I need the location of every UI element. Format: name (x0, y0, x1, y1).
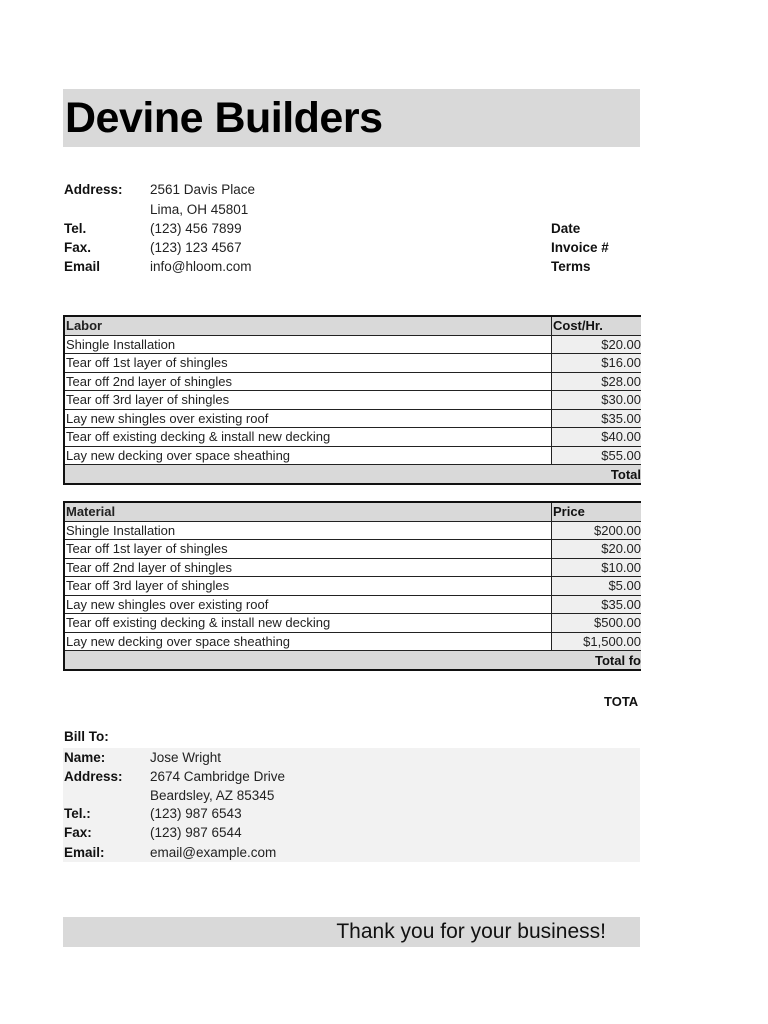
labor-cost: $28.00 (552, 372, 642, 391)
material-price: $10.00 (552, 558, 642, 577)
labor-header-row (64, 316, 641, 335)
bill-to-address-row (63, 767, 640, 786)
material-total-label: Total fo (64, 651, 641, 671)
material-price: $5.00 (552, 577, 642, 596)
bill-address-label: Address: (64, 769, 123, 784)
bill-email-label: Email: (64, 845, 105, 860)
address-label: Address: (64, 182, 123, 197)
bill-to-name-row (63, 748, 640, 767)
address-line1: 2561 Davis Place (150, 182, 256, 197)
table-row (64, 614, 641, 633)
thank-you-bar (63, 917, 640, 947)
table-row (64, 391, 641, 410)
labor-desc: Shingle Installation (64, 335, 552, 354)
labor-cost: $35.00 (552, 409, 642, 428)
labor-table (63, 315, 641, 485)
labor-header-amt: Cost/Hr. (552, 316, 642, 335)
table-row (64, 540, 641, 559)
bill-to-address-row-2 (63, 786, 640, 805)
material-header-desc: Material (64, 502, 552, 521)
table-row (64, 335, 641, 354)
material-price: $200.00 (552, 521, 642, 540)
material-desc: Tear off 1st layer of shingles (64, 540, 552, 559)
thank-you-message: Thank you for your business! (336, 920, 606, 943)
bill-fax-label: Fax: (64, 825, 92, 840)
material-desc: Tear off existing decking & install new decking (64, 614, 552, 633)
labor-desc: Tear off 3rd layer of shingles (64, 391, 552, 410)
labor-cost: $16.00 (552, 354, 642, 373)
material-total-row (64, 651, 641, 671)
material-desc: Lay new decking over space sheathing (64, 632, 552, 651)
company-tel-row (63, 219, 640, 238)
company-fax-row (63, 238, 640, 257)
material-table (63, 501, 641, 671)
table-row (64, 577, 641, 596)
table-row (64, 354, 641, 373)
email-value: info@hloom.com (150, 259, 252, 274)
bill-fax-value: (123) 987 6544 (150, 825, 242, 840)
labor-header-desc: Labor (64, 316, 552, 335)
company-address-row-2 (63, 200, 640, 219)
table-row (64, 409, 641, 428)
invoice-number-label: Invoice # (551, 240, 609, 255)
company-email-row (63, 257, 640, 276)
title-bar (63, 89, 640, 147)
labor-desc: Tear off existing decking & install new decking (64, 428, 552, 447)
address-line2: Lima, OH 45801 (150, 202, 249, 217)
bill-to-fax-row (63, 823, 640, 842)
bill-to-tel-row (63, 804, 640, 823)
table-row (64, 595, 641, 614)
company-name: Devine Builders (65, 94, 383, 142)
tel-value: (123) 456 7899 (150, 221, 242, 236)
bill-tel-label: Tel.: (64, 806, 91, 821)
material-price: $1,500.00 (552, 632, 642, 651)
material-price: $500.00 (552, 614, 642, 633)
fax-label: Fax. (64, 240, 92, 255)
table-row (64, 428, 641, 447)
material-desc: Lay new shingles over existing roof (64, 595, 552, 614)
labor-desc: Lay new shingles over existing roof (64, 409, 552, 428)
bill-tel-value: (123) 987 6543 (150, 806, 242, 821)
material-desc: Tear off 2nd layer of shingles (64, 558, 552, 577)
labor-desc: Tear off 2nd layer of shingles (64, 372, 552, 391)
tel-label: Tel. (64, 221, 87, 236)
fax-value: (123) 123 4567 (150, 240, 242, 255)
table-row (64, 632, 641, 651)
material-desc: Shingle Installation (64, 521, 552, 540)
bill-to-heading: Bill To: (64, 729, 109, 744)
material-header-amt: Price (552, 502, 642, 521)
date-label: Date (551, 221, 581, 236)
bill-name-value: Jose Wright (150, 750, 222, 765)
material-header-row (64, 502, 641, 521)
table-row (64, 372, 641, 391)
table-row (64, 446, 641, 465)
bill-address-line1: 2674 Cambridge Drive (150, 769, 286, 784)
labor-desc: Lay new decking over space sheathing (64, 446, 552, 465)
table-row (64, 558, 641, 577)
material-price: $35.00 (552, 595, 642, 614)
material-desc: Tear off 3rd layer of shingles (64, 577, 552, 596)
labor-cost: $40.00 (552, 428, 642, 447)
grand-total-label: TOTA (604, 694, 639, 709)
labor-total-label: Total (64, 465, 641, 485)
labor-cost: $30.00 (552, 391, 642, 410)
terms-label: Terms (551, 259, 591, 274)
email-label: Email (64, 259, 101, 274)
bill-to-email-row (63, 843, 640, 862)
company-address-row (63, 180, 640, 199)
labor-total-row (64, 465, 641, 485)
table-row (64, 521, 641, 540)
labor-cost: $20.00 (552, 335, 642, 354)
material-price: $20.00 (552, 540, 642, 559)
labor-desc: Tear off 1st layer of shingles (64, 354, 552, 373)
bill-name-label: Name: (64, 750, 106, 765)
bill-email-value: email@example.com (150, 845, 277, 860)
labor-cost: $55.00 (552, 446, 642, 465)
bill-address-line2: Beardsley, AZ 85345 (150, 788, 275, 803)
